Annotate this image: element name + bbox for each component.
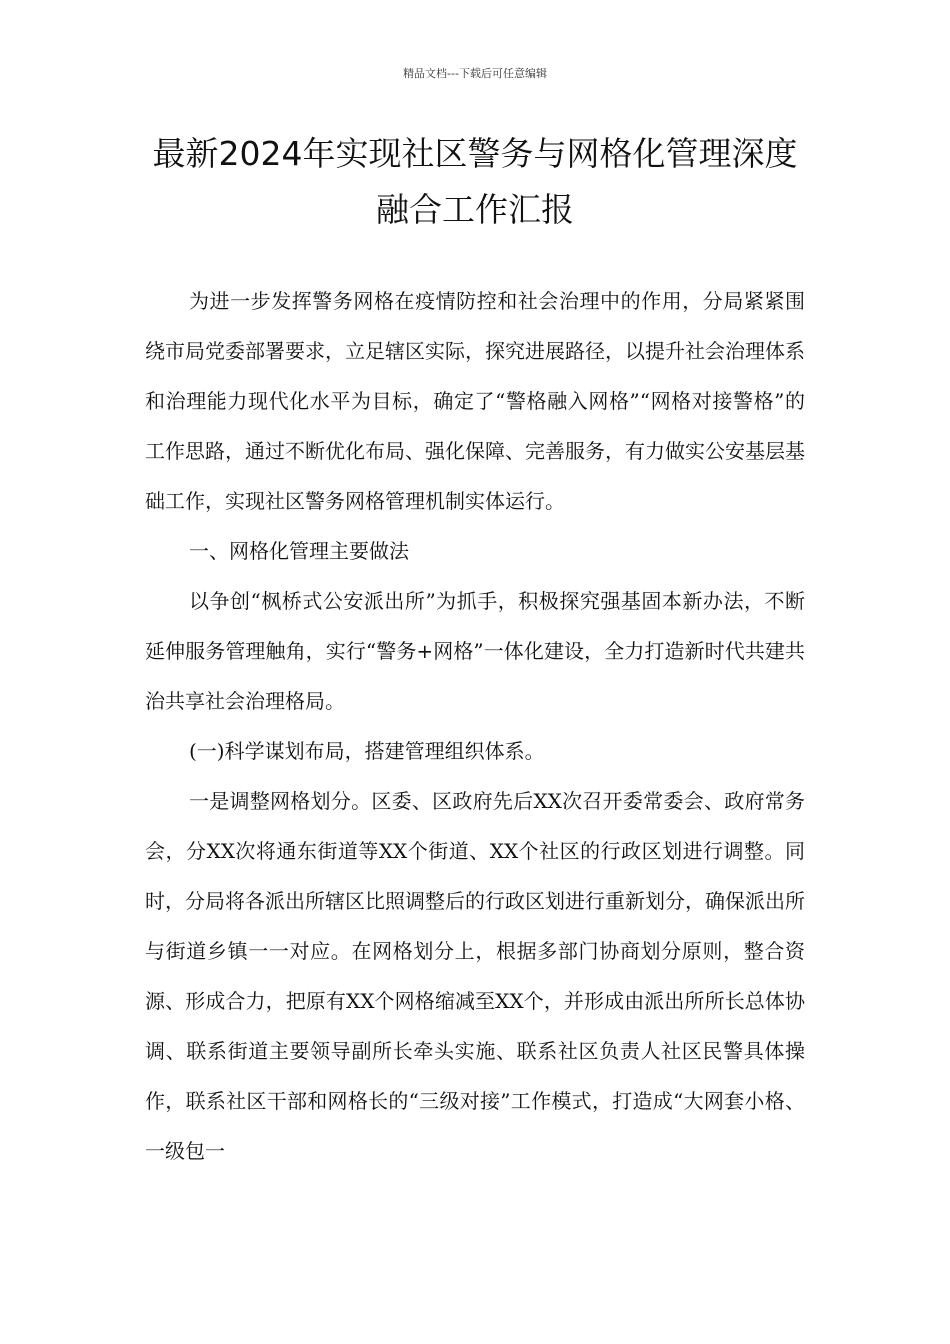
- paragraph-section-1: 以争创“枫桥式公安派出所”为抓手，积极探究强基固本新办法，不断延伸服务管理触角，实行“警务+网格”一体化建设，全力打造新时代共建共治共享社会治理格局。: [145, 589, 805, 713]
- paragraph-intro: 为进一步发挥警务网格在疫情防控和社会治理中的作用，分局紧紧围绕市局党委部署要求，立足辖区实际，探究进展路径，以提升社会治理体系和治理能力现代化水平为目标，确定了“警格融入网格”“网格对接警格”的工作思路，通过不断优化布局、强化保障、完善服务，有力做实公安基层基础工作，实现社区警务网格管理机制实体运行。: [145, 289, 805, 513]
- document-body: [145, 276, 805, 1176]
- subsection-heading-1: (一)科学谋划布局，搭建管理组织体系。: [189, 739, 545, 763]
- section-heading-1: 一、网格化管理主要做法: [189, 539, 409, 563]
- page-header-note: 精品文档---下载后可任意编辑: [403, 67, 547, 80]
- paragraph-grid-division: 一是调整网格划分。区委、区政府先后XX次召开委常委会、政府常务会，分XX次将通东街道等XX个街道、XX个社区的行政区划进行调整。同时，分局将各派出所辖区比照调整后的行政区划进行重新划分，确保派出所与街道乡镇一一对应。在网格划分上，根据多部门协商划分原则，整合资源、形成合力，把原有XX个网格缩减至XX个，并形成由派出所所长总体协调、联系街道主要领导副所长牵头实施、联系社区负责人社区民警具体操作，联系社区干部和网格长的“三级对接”工作模式，打造成“大网套小格、一级包一: [145, 789, 805, 1163]
- document-title: 最新2024年实现社区警务与网格化管理深度融合工作汇报: [152, 134, 798, 229]
